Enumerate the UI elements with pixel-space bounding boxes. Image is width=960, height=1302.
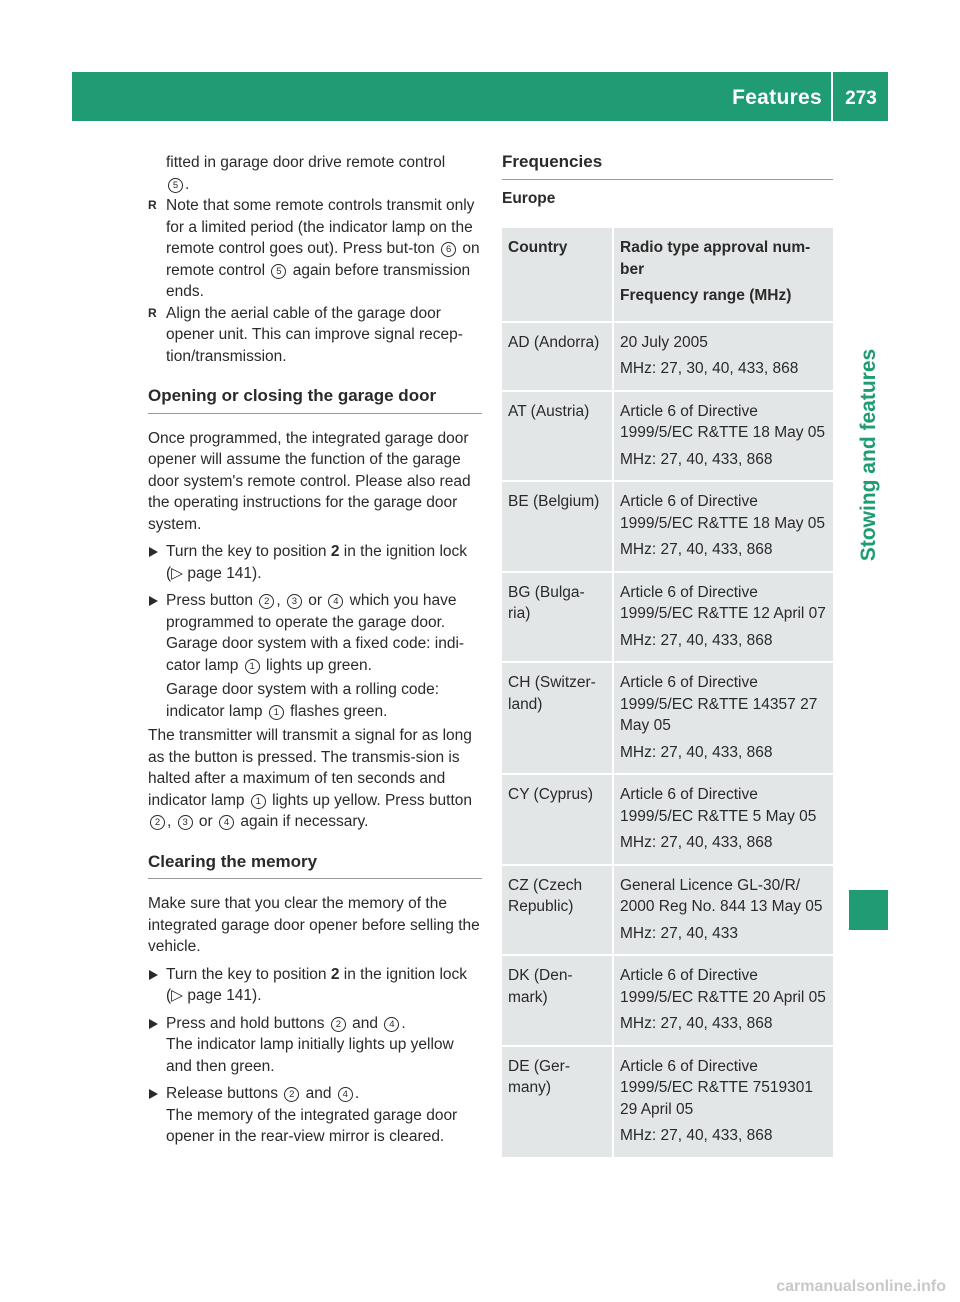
- side-tab: [845, 290, 893, 620]
- callout-number: 5: [271, 264, 286, 279]
- page-ref-icon: ▷: [171, 564, 184, 582]
- side-tab-label: Stowing and features: [857, 348, 881, 562]
- table-row: [502, 956, 833, 1045]
- table-row: [502, 866, 833, 955]
- step-detail: Garage door system with a rolling code: indicator lamp 1 flashes green.: [166, 681, 440, 720]
- country-cell: AD (Andorra): [502, 323, 614, 390]
- approval-cell: 20 July 2005 MHz: 27, 30, 40, 433, 868: [614, 323, 833, 390]
- country-cell: CZ (Czech Republic): [502, 866, 614, 955]
- callout-number: 2: [259, 594, 274, 609]
- callout-number: 4: [328, 594, 343, 609]
- approval-cell: Article 6 of Directive 1999/5/EC R&TTE 12 April 07 MHz: 27, 40, 433, 868: [614, 573, 833, 662]
- approval-cell: Article 6 of Directive 1999/5/EC R&TTE 14357 27 May 05 MHz: 27, 40, 433, 868: [614, 663, 833, 773]
- left-column: [148, 152, 482, 1148]
- callout-number: 1: [251, 794, 266, 809]
- page-ref-icon: ▷: [171, 987, 184, 1004]
- callout-number: 4: [384, 1017, 399, 1032]
- body-paragraph: The transmitter will transmit a signal for as long as the button is pressed. The transmis-sion is halted after a maximum of ten seconds and indicator lamp 1 lights up yellow. Press button 2 , 3 or 4 again if necessary.: [148, 727, 472, 830]
- country-cell: BG (Bulga-ria): [502, 573, 614, 662]
- callout-number: 6: [441, 242, 456, 257]
- country-cell: AT (Austria): [502, 392, 614, 481]
- callout-number: 3: [287, 594, 302, 609]
- callout-number: 4: [338, 1087, 353, 1102]
- frequency-range: MHz: 27, 40, 433, 868: [620, 1015, 773, 1032]
- callout-number: 5: [168, 178, 183, 193]
- side-tab-marker: [849, 890, 888, 930]
- approval-cell: Article 6 of Directive 1999/5/EC R&TTE 20 April 05 MHz: 27, 40, 433, 868: [614, 956, 833, 1045]
- country-cell: CH (Switzer-land): [502, 663, 614, 773]
- country-cell: CY (Cyprus): [502, 775, 614, 864]
- frequency-range: MHz: 27, 40, 433, 868: [620, 541, 773, 558]
- right-column: [502, 152, 833, 1159]
- callout-number: 1: [269, 705, 284, 720]
- step-arrow-icon: [149, 1019, 158, 1029]
- table-row: [502, 323, 833, 390]
- page-header-bar: [72, 72, 888, 121]
- section-intro: Make sure that you clear the memory of the integrated garage door opener before selling the vehicle.: [148, 895, 480, 955]
- step-item: Press and hold buttons 2 and 4 . The indicator lamp initially lights up yellow and then green.: [148, 1013, 482, 1078]
- frequency-range: MHz: 27, 40, 433, 868: [620, 631, 773, 649]
- callout-number: 1: [245, 659, 260, 674]
- approval-cell: Article 6 of Directive 1999/5/EC R&TTE 7519301 29 April 05 MHz: 27, 40, 433, 868: [614, 1047, 833, 1157]
- frequency-range: MHz: 27, 40, 433: [620, 924, 739, 942]
- table-header-row: [502, 228, 833, 321]
- section-heading: Clearing the memory: [148, 851, 482, 880]
- page-number: 273: [845, 88, 877, 109]
- step-item: Release buttons 2 and 4 . The memory of the integrated garage door opener in the rear-view mirror is cleared.: [148, 1083, 482, 1148]
- table-row: [502, 482, 833, 571]
- column-header-approval: Radio type approval num-ber Frequency range (MHz): [614, 228, 833, 321]
- callout-number: 2: [331, 1017, 346, 1032]
- table-row: [502, 573, 833, 662]
- bullet-item: R Align the aerial cable of the garage door opener unit. This can improve signal recep-tion/transmission.: [148, 303, 482, 368]
- step-arrow-icon: [149, 970, 158, 980]
- region-subheading: Europe: [502, 190, 556, 207]
- frequency-range: MHz: 27, 30, 40, 433, 868: [620, 360, 799, 377]
- intro-paragraph: fitted in garage door drive remote control 5 .: [166, 154, 446, 193]
- section-title: Features: [732, 86, 822, 109]
- frequency-table: [502, 226, 833, 1159]
- approval-cell: Article 6 of Directive 1999/5/EC R&TTE 18 May 05 MHz: 27, 40, 433, 868: [614, 392, 833, 481]
- callout-number: 2: [150, 815, 165, 830]
- step-detail: Garage door system with a fixed code: indi-cator lamp 1 lights up green.: [166, 635, 465, 674]
- callout-number: 4: [219, 815, 234, 830]
- callout-number: 3: [178, 815, 193, 830]
- approval-cell: General Licence GL-30/R/ 2000 Reg No. 844 13 May 05 MHz: 27, 40, 433: [614, 866, 833, 955]
- section-heading: Opening or closing the garage door: [148, 385, 482, 414]
- table-row: [502, 775, 833, 864]
- frequency-range: MHz: 27, 40, 433, 868: [620, 834, 773, 851]
- step-item: Press button 2 , 3 or 4 which you have programmed to operate the garage door.: [148, 590, 482, 633]
- watermark-footer: carmanualsonline.info: [776, 1278, 946, 1295]
- approval-cell: Article 6 of Directive 1999/5/EC R&TTE 5 May 05 MHz: 27, 40, 433, 868: [614, 775, 833, 864]
- callout-number: 2: [284, 1087, 299, 1102]
- frequencies-heading: Frequencies: [502, 152, 833, 180]
- step-arrow-icon: [149, 547, 158, 557]
- country-cell: BE (Belgium): [502, 482, 614, 571]
- table-row: [502, 663, 833, 773]
- header-divider: [831, 72, 833, 121]
- approval-cell: Article 6 of Directive 1999/5/EC R&TTE 18 May 05 MHz: 27, 40, 433, 868: [614, 482, 833, 571]
- bullet-item: R Note that some remote controls transmit only for a limited period (the indicator lamp on the remote control goes out). Press but-ton 6 on remote control 5 again before transmission ends.: [148, 195, 482, 303]
- frequency-range: MHz: 27, 40, 433, 868: [620, 450, 773, 468]
- table-row: [502, 1047, 833, 1157]
- section-intro: Once programmed, the integrated garage door opener will assume the function of the garage door system's remote control. Please also read the operating instructions for the garage door system.: [148, 429, 471, 533]
- step-arrow-icon: [149, 596, 158, 606]
- frequency-range: MHz: 27, 40, 433, 868: [620, 743, 773, 761]
- country-cell: DK (Den-mark): [502, 956, 614, 1045]
- frequency-range: MHz: 27, 40, 433, 868: [620, 1127, 773, 1144]
- column-header-country: Country: [502, 228, 614, 321]
- table-row: [502, 392, 833, 481]
- step-item: Turn the key to position 2 in the ignition lock (▷ page 141).: [148, 964, 482, 1007]
- step-item: Turn the key to position 2 in the ignition lock (▷ page 141).: [148, 541, 482, 584]
- step-arrow-icon: [149, 1089, 158, 1099]
- country-cell: DE (Ger-many): [502, 1047, 614, 1157]
